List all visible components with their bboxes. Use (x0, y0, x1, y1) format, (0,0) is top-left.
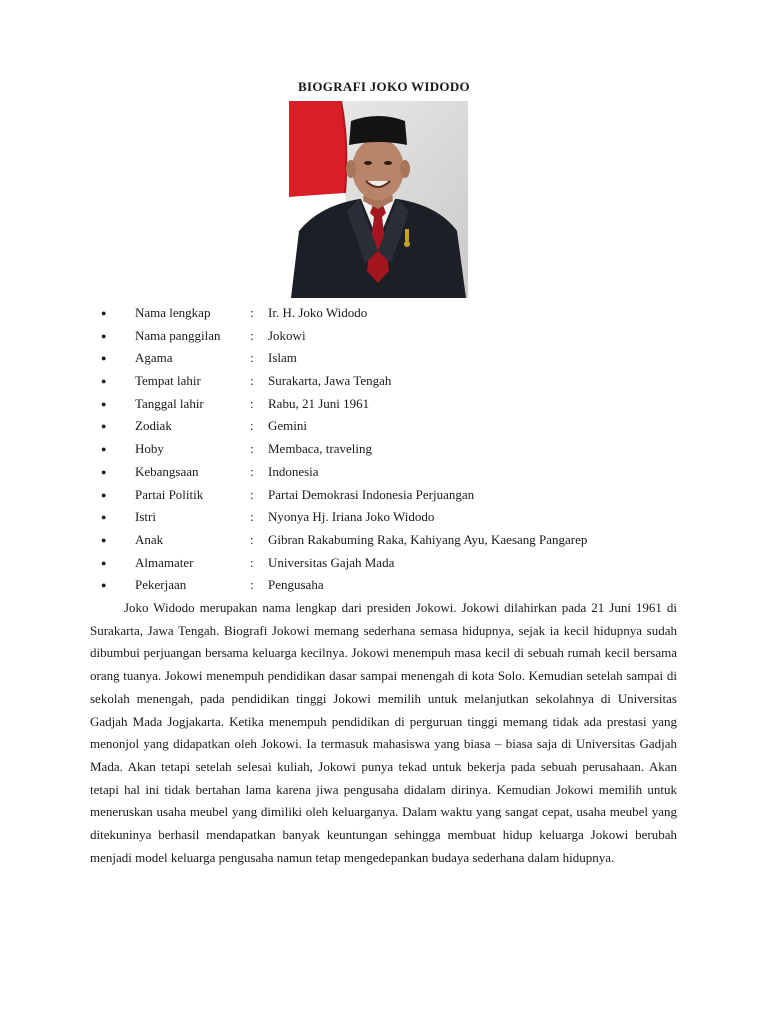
biodata-value: Gemini (268, 418, 307, 434)
bullet-icon: ● (101, 308, 107, 318)
biodata-item (0, 325, 768, 348)
biodata-item (0, 552, 768, 575)
biodata-value: Nyonya Hj. Iriana Joko Widodo (268, 509, 435, 525)
biodata-colon: : (250, 327, 254, 343)
biodata-label: Nama panggilan (135, 327, 221, 343)
bullet-icon: ● (101, 557, 107, 568)
biodata-item (0, 347, 768, 370)
portrait-photo (289, 101, 468, 298)
bullet-icon: ● (101, 534, 107, 545)
biodata-item (0, 370, 768, 393)
biodata-value: Indonesia (268, 463, 319, 479)
biodata-label: Hoby (135, 441, 164, 457)
biodata-item (0, 393, 768, 416)
biodata-colon: : (250, 463, 254, 479)
biodata-colon: : (250, 395, 254, 411)
biodata-label: Tanggal lahir (135, 395, 204, 411)
bullet-icon: ● (101, 444, 107, 455)
biodata-label: Partai Politik (135, 486, 204, 502)
biodata-label: Zodiak (135, 418, 172, 434)
biodata-value: Pengusaha (268, 577, 324, 593)
biodata-label: Nama lengkap (135, 305, 211, 320)
biodata-item (0, 574, 768, 597)
bullet-icon: ● (101, 489, 107, 500)
biodata-value: Jokowi (268, 327, 306, 343)
biodata-value: Universitas Gajah Mada (268, 554, 395, 570)
biodata-value: Surakarta, Jawa Tengah (268, 373, 392, 389)
portrait-illustration (289, 101, 468, 298)
biodata-value: Partai Demokrasi Indonesia Perjuangan (268, 486, 475, 502)
biodata-item (0, 415, 768, 438)
bullet-icon: ● (101, 398, 107, 409)
biodata-value: Membaca, traveling (268, 441, 372, 457)
biodata-item (0, 438, 768, 461)
biodata-label: Pekerjaan (135, 577, 187, 593)
biodata-value: Gibran Rakabuming Raka, Kahiyang Ayu, Kaesang Pangarep (268, 531, 588, 547)
bullet-icon: ● (101, 580, 107, 591)
biodata-item (0, 461, 768, 484)
biodata-item (0, 529, 768, 552)
biodata-colon: : (250, 509, 254, 525)
biodata-colon: : (250, 305, 254, 320)
bullet-icon: ● (101, 421, 107, 432)
biodata-item (0, 506, 768, 529)
biodata-value: Islam (268, 350, 297, 366)
biodata-colon: : (250, 554, 254, 570)
biodata-label: Istri (135, 509, 156, 525)
biodata-list (0, 302, 768, 597)
biodata-colon: : (250, 441, 254, 457)
biodata-label: Anak (135, 531, 164, 547)
biodata-colon: : (250, 350, 254, 366)
biodata-value: Ir. H. Joko Widodo (268, 305, 368, 320)
biodata-label: Kebangsaan (135, 463, 199, 479)
bullet-icon: ● (101, 330, 107, 341)
biodata-colon: : (250, 373, 254, 389)
biodata-label: Agama (135, 350, 173, 366)
bullet-icon: ● (101, 512, 107, 523)
biodata-label: Tempat lahir (135, 373, 201, 389)
bullet-icon: ● (101, 353, 107, 364)
bullet-icon: ● (101, 376, 107, 387)
biodata-item (0, 302, 768, 325)
biodata-colon: : (250, 577, 254, 593)
biodata-colon: : (250, 486, 254, 502)
bullet-icon: ● (101, 466, 107, 477)
biodata-colon: : (250, 531, 254, 547)
biodata-value: Rabu, 21 Juni 1961 (268, 395, 370, 411)
biography-paragraph: Joko Widodo merupakan nama lengkap dari presiden Jokowi. Jokowi dilahirkan pada 21 Juni 1961 di Surakarta, Jawa Tengah. Biografi Jokowi memang sederhana semasa hidupnya, sejak ia kecil hidupnya sudah dibumbui perjuangan bersama keluarga kecilnya. Jokowi menempuh masa kecil di sebuah rumah kecil bersama orang tuanya. Jokowi menempuh pendidikan dasar sampai menengah di kota Solo. Kemudian setelah sampai di sekolah menengah, pada pendidikan tinggi Jokowi memilih untuk melanjutkan sekolahnya di Universitas Gadjah Mada Jogjakarta. Ketika menempuh pendidikan di perguruan tinggi memang tidak ada prestasi yang menonjol yang didapatkan oleh Jokowi. Ia termasuk mahasiswa yang biasa – biasa saja di Universitas Gadjah Mada. Akan tetapi setelah selesai kuliah, Jokowi punya tekad untuk bekerja pada sebuah perusahaan. Akan tetapi hal ini tidak bertahan lama karena jiwa pengusaha didalam dirinya. Kemudian Jokowi memilih untuk meneruskan usaha meubel yang dimiliki oleh keluarganya. Dalam waktu yang sangat cepat, usaha meubel yang ditekuninya berhasil mendapatkan banyak keuntungan sehingga membuat hidup keluarga Jokowi berubah menjadi model keluarga pengusaha namun tetap mengedepankan budaya sederhana dalam hidupnya. (90, 600, 677, 865)
biodata-item (0, 484, 768, 507)
biodata-colon: : (250, 418, 254, 434)
biodata-label: Almamater (135, 554, 194, 570)
document-title: BIOGRAFI JOKO WIDODO (298, 79, 470, 94)
